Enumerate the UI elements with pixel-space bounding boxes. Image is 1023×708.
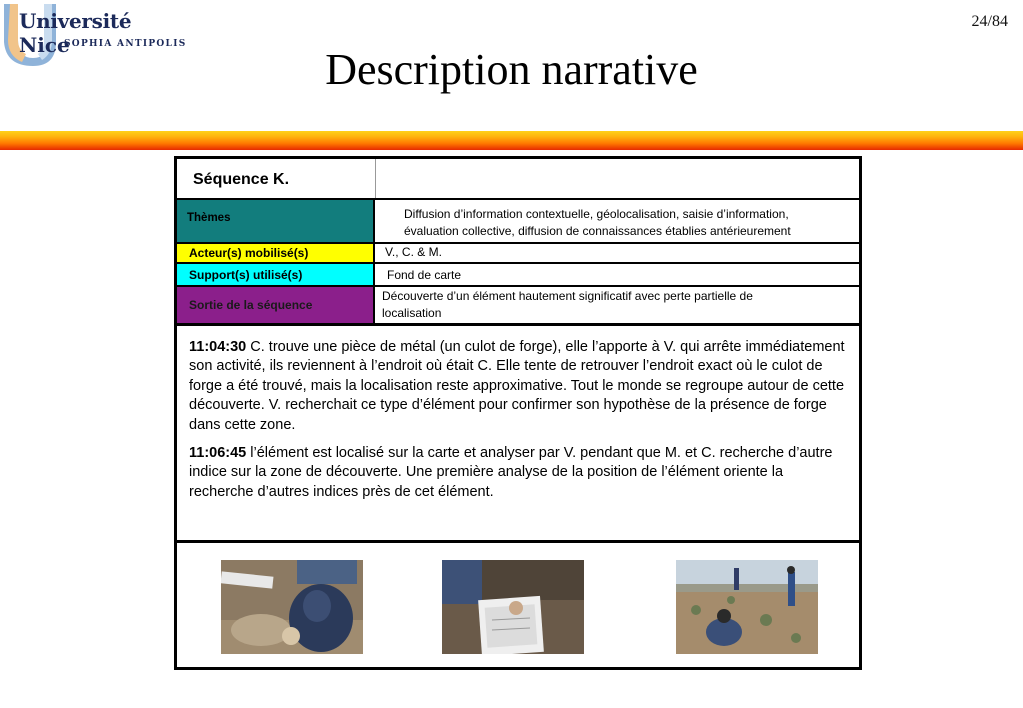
actors-label-cell bbox=[177, 244, 373, 262]
logo-text-nice: Nice bbox=[19, 33, 70, 57]
narrative-body: l’élément est localisé sur la carte et analyser par V. pendant que M. et C. recherche d’autre indice sur la zone de découverte. Une première analyse de la position de l’élément oriente la recherche d’autres indices près de cet élément. bbox=[189, 445, 833, 500]
photo-map-analysis bbox=[442, 560, 584, 654]
photo-field-search bbox=[676, 560, 818, 654]
themes-label-cell bbox=[177, 200, 373, 242]
narrative-paragraph bbox=[189, 444, 849, 502]
themes-value-cell bbox=[373, 200, 859, 242]
supports-row bbox=[177, 264, 859, 285]
supports-value: Fond de carte bbox=[387, 268, 462, 282]
logo-text-universite: Université bbox=[19, 9, 132, 33]
narrative-text bbox=[189, 338, 849, 511]
decorative-gradient-band bbox=[0, 131, 1023, 150]
narrative-paragraph bbox=[189, 338, 849, 435]
page-number: 24/84 bbox=[971, 13, 1008, 30]
actors-value-cell bbox=[373, 244, 859, 262]
logo-text-sophia: SOPHIA ANTIPOLIS bbox=[64, 39, 187, 49]
supports-label-cell bbox=[177, 264, 373, 285]
supports-label: Support(s) utilisé(s) bbox=[189, 268, 303, 282]
outcome-label: Sortie de la séquence bbox=[189, 298, 313, 312]
supports-value-cell bbox=[373, 264, 859, 285]
narrative-body: C. trouve une pièce de métal (un culot de forge), elle l’apporte à V. qui arrête immédiatement son activité, ils reviennent à l’endroit où était C. Elle tente de retrouver l’endroit exact où le culot de forge a été trouvé, mais la localisation reste approximative. Tout le monde se regroupe autour de cette découverte. V. recherchait ce type d’élément pour confirmer son hypothèse de la présence de forge dans cette zone. bbox=[189, 339, 845, 433]
sequence-table bbox=[174, 156, 862, 670]
page-title: Description narrative bbox=[325, 45, 698, 94]
outcome-value-cell bbox=[373, 287, 859, 323]
sequence-title: Séquence K. bbox=[193, 171, 290, 188]
actors-value: V., C. & M. bbox=[385, 245, 442, 259]
divider bbox=[177, 540, 859, 543]
outcome-row bbox=[177, 287, 859, 323]
themes-row bbox=[177, 200, 859, 242]
themes-value: Diffusion d’information contextuelle, géolocalisation, saisie d’information, évaluation collective, diffusion de connaissances établies antérieurement bbox=[404, 207, 791, 238]
divider bbox=[177, 323, 859, 326]
sequence-title-cell bbox=[177, 159, 376, 198]
timestamp: 11:04:30 bbox=[189, 339, 247, 355]
sequence-header-row bbox=[177, 159, 859, 198]
actors-label: Acteur(s) mobilisé(s) bbox=[189, 246, 309, 260]
actors-row bbox=[177, 244, 859, 262]
outcome-value: Découverte d’un élément hautement significatif avec perte partielle de localisation bbox=[382, 289, 753, 320]
outcome-label-cell bbox=[177, 287, 373, 323]
timestamp: 11:06:45 bbox=[189, 445, 247, 462]
photo-finding-object bbox=[221, 560, 363, 654]
themes-label: Thèmes bbox=[187, 212, 231, 224]
